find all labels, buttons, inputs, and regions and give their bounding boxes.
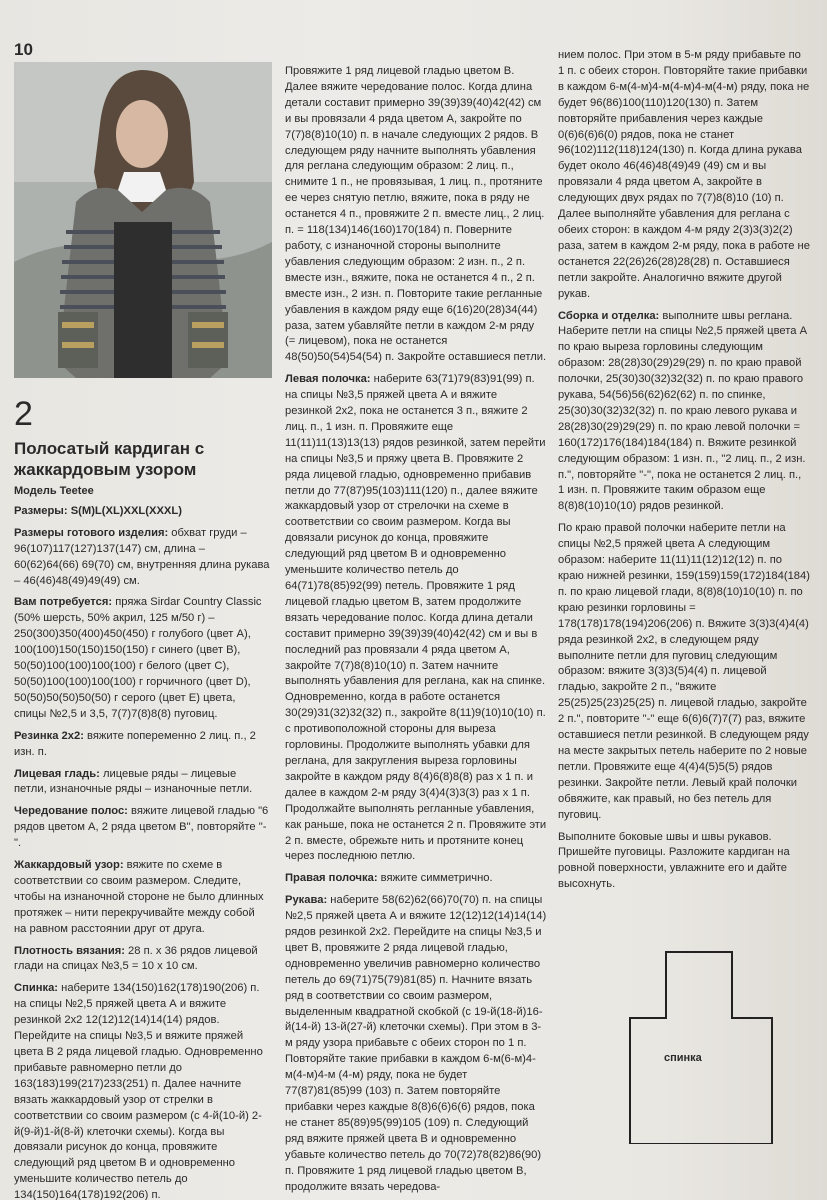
model-credit: Модель Teetee <box>14 485 94 497</box>
column-right <box>558 48 810 899</box>
pattern-title: Полосатый кардиган с жаккардовым узором <box>14 439 205 479</box>
sizes-label: Размеры: <box>14 504 68 517</box>
paragraph: Размеры готового изделия: обхват груди – 96(107)117(127)137(147) см, длина – 60(62)64(66) 69(70) см, внутренняя длина рукава – 46(46)48(49)49(49) см. <box>14 526 270 587</box>
model-photo <box>14 62 272 378</box>
paragraph: Вам потребуется: пряжа Sirdar Country Classic (50% шерсть, 50% акрил, 125 м/50 г) – 250(300)350(400)450(450) г голубого (цвет А), 100(100)150(150)150(150) г синего (цвет В), 50(50)100(100)100(100) г белого (цвет С), 50(50)100(100)100(100) г горчичного (цвет D), 50(50)50(50)50(50) г серого (цвет Е) цвета, спицы №2,5 и 3,5, 7(7)7(8)8(8) пуговиц. <box>14 596 262 720</box>
paragraph: Лицевая гладь: лицевые ряды – лицевые петли, изнаночные ряды – изнаночные петли. <box>14 767 253 796</box>
paragraph: Провяжите 1 ряд лицевой гладью цветом В. Далее вяжите чередование полос. Когда длина детали составит примерно 39(39)39(40)42(42) см и вы провязали 4 ряда цветом А, закройте по 7(7)8(8)10(10) п. в начале следующих 2 рядов. В следующем ряду начните выполнять убавления для реглана следующим образом: 2 лиц. п., снимите 1 п., не провязывая, 1 лиц. п., протяните ее через снятую петлю, вяжите, пока в ряду не останется 4 п., провяжите 2 п. вместе лиц., 2 лиц. п. = 118(134)146(160)170(184) п. Поверните работу, с изнаночной стороны выполните убавления следующим образом: 2 изн. п., 2 п. вместе изн., вяжите, пока не останется 4 п., 2 п. вместе изн., 2 изн. п. Повторите такие регланные убавления в каждом ряду еще 6(16)20(28)34(44) раза, затем убавляйте петли в каждом 2-м ряду (= лицевом), пока не останется 48(50)50(54)54(54) п. Закройте оставшиеся петли. <box>285 65 547 364</box>
column-left <box>14 396 270 1200</box>
sizes-value: S(M)L(XL)XXL(XXXL) <box>70 504 182 517</box>
sizes-line <box>14 504 270 520</box>
diagram-label: спинка <box>664 1052 702 1064</box>
back-piece-diagram <box>626 948 776 1144</box>
paragraph: нием полос. При этом в 5-м ряду прибавьте по 1 п. с обеих сторон. Повторяйте такие прибавки в каждом 6-м(4-м)4-м(4-м)4-м(4-м) ряду, пока не будет 96(86)100(110)120(130) п. Затем повторяйте прибавления через каждые 0(6)6(6)6(0) рядов, пока не станет 96(102)112(118)124(130) п. Когда длина рукава будет около 46(46)48(49)49 (49) см и вы провязали 4 ряда цветом А, закройте в следующих двух рядах по 7(7)8(8)10 (10) п. Далее выполняйте убавления для реглана с обеих сторон: в каждом 4-м ряду 2(3)3(3)2(2) раза, затем в каждом 2-м ряду, пока в работе не останется 22(26)26(28)28(28) п. Оставшиеся петли закройте. Аналогично вяжите другой рукав. <box>558 49 810 300</box>
paragraph: Резинка 2х2: вяжите попеременно 2 лиц. п., 2 изн. п. <box>14 729 256 758</box>
paragraph: Правая полочка: вяжите симметрично. <box>285 872 493 885</box>
paragraph: Выполните боковые швы и швы рукавов. Пришейте пуговицы. Разложите кардиган на ровной поверхности, увлажните его и дайте высохнуть. <box>558 830 790 891</box>
paragraph: По краю правой полочки наберите петли на спицы №2,5 пряжей цвета А следующим образом: наберите 11(11)11(12)12(12) п. по краю нижней резинки, 159(159)159(172)184(184) п. по краю лицевой глади, 8(8)8(10)10(10) п. по краю резинки горловины = 178(178)178(194)206(206) п. Вяжите 3(3)3(4)4(4) ряда резинкой 2х2, в следующем ряду выполните петли для пуговиц следующим образом: вяжите 3(3)3(5)4(4) п. лицевой гладью, закройте 2 п., "вяжите 25(25)25(23)25(25) п. лицевой гладью, закройте 2 п.", повторите "-" еще 6(6)6(7)7(7) раз, вяжите оставшиеся петли резинкой. В следующем ряду на месте закрытых петель наберите по 2 новые петли. Провяжите еще 4(4)4(5)5(5) рядов резинки. Закройте петли. Левый край полочки обвяжите, как правый, но без петель для пуговиц. <box>558 522 810 821</box>
paragraph: Левая полочка: наберите 63(71)79(83)91(99) п. на спицы №3,5 пряжей цвета А и вяжите резинкой 2х2, пока не останется 3 п., вяжите 2 лиц. п., 1 изн. п. Провяжите еще 11(11)11(13)13(13) рядов резинкой, затем перейти на спицы №3,5 и пряжу цвета В. Провяжите 2 ряда лицевой гладью, одновременно прибавив петли до 77(87)95(103)111(120) п., далее вяжите жаккардовый узор от стрелочки на схеме в соответствии со своим размером. Когда вы довязали рисунок до конца, провяжите следующий ряд цветом В и одновременно уменьшите количество петель до 64(71)78(85)92(99) петель. Провяжите 1 ряд лицевой гладью цветом В, затем продолжите вязать чередование полос. Когда длина детали составит примерно 39(39)39(40)42(42) см и вы в последний раз провязали 4 ряда цветом А, закройте 7(7)8(8)10(10) п. Затем начните выполнять убавления для реглана, как на спинке. Одновременно, когда в работе останется 30(29)31(32)32(32) п., закройте 8(11)9(10)10(10) п. с противоположной стороны для выреза горловины. Продолжите выполнять убавки для реглана, для закругления выреза горловины закройте в каждом ряду 8(4)6(8)8(8) раз х 1 п. и далее в каждом 2-м ряду 3(4)4(3)3(3) раз х 1 п. Продолжайте выполнять регланные убавления, как раньше, пока не останется 2 п. Провяжите эти 2 п. вместе, обрежьте нить и протяните конец через последнюю петлю. <box>285 373 547 863</box>
paragraph: Сборка и отделка: выполните швы реглана. Наберите петли на спицы №2,5 пряжей цвета А по краю выреза горловины следующим образом: 28(28)30(29)29(29) п. по краю правой полочки, 25(30)30(32)32(32) п. по краю правого рукава, 54(56)56(62)62(62) п. по спинке, 25(30)30(32)32(32) п. по краю левого рукава и 28(28)30(29)29(29) п. по краю левой полочки = 160(172)176(184)184(184) п. Вяжите резинкой следующим образом: 1 изн. п., "2 лиц. п., 2 изн. п.", повторяйте "-", пока не останется 2 лиц. п., 1 изн. п. Провяжите таким образом еще 8(8)8(10)10(10) рядов резинкой. <box>558 309 808 513</box>
column-middle <box>285 64 547 1200</box>
page-number: 10 <box>14 40 33 59</box>
paragraph: Жаккардовый узор: вяжите по схеме в соответствии со своим размером. Следите, чтобы на изнаночной стороне не было длинных протяжек – нити перекручивайте между собой на равном расстоянии друг от друга. <box>14 859 264 935</box>
paragraph: Спинка: наберите 134(150)162(178)190(206) п. на спицы №2,5 пряжей цвета А и вяжите резинкой 2х2 12(12)12(14)14(14) рядов. Перейдите на спицы №3,5 и вяжите пряжей цвета В 2 ряда лицевой гладью. Одновременно прибавьте равномерно петли до 163(183)199(217)233(251) п. Далее начните вязать жаккардовый узор от стрелки в соответствии со своим размером (с 4-й(10-й) 2-й(9-й)1-й(8-й) клеточки схемы). Когда вы довязали рисунок до конца, провяжите следующий ряд цветом В и одновременно уменьшите количество петель до 134(150)164(178)192(206) п. <box>14 982 263 1200</box>
paragraph: Плотность вязания: 28 п. х 36 рядов лицевой глади на спицах №3,5 = 10 х 10 см. <box>14 944 258 973</box>
paragraph: Рукава: наберите 58(62)62(66)70(70) п. на спицы №2,5 пряжей цвета А и вяжите 12(12)12(14)14(14) рядов резинкой 2х2. Перейдите на спицы №3,5 и цвет В, провяжите 2 ряда лицевой гладью, одновременно увеличив равномерно количество петель до 69(71)75(79)81(85) п. Начните вязать ряд в соответствии со своим размером, выделенным квадратной скобкой (с 19-й(18-й)16-й(14-й) 13-й(27-й) клеточки схемы). При этом в 3-м ряду узора прибавьте с обеих сторон по 1 п. Повторяйте такие прибавки в каждом 6-м(6-м)4-м(4-м)4-м (4-м) ряду, пока не будет 77(87)81(85)99 (103) п. Затем повторяйте прибавки через каждые 8(8)6(6)6(6) рядов, пока не станет 85(89)95(99)105 (109) п. Следующий ряд вяжите пряжей цвета В и одновременно убавьте количество петель до 70(72)78(82)86(90) п. Провяжите 1 ряд лицевой гладью цветом В, продолжите вязать чередова- <box>285 894 547 1193</box>
cardigan-model-image <box>14 62 272 378</box>
paragraph: Чередование полос: вяжите лицевой гладью "6 рядов цветом А, 2 ряда цветом В", повторяйте "-". <box>14 805 269 850</box>
pattern-number: 2 <box>14 395 33 433</box>
